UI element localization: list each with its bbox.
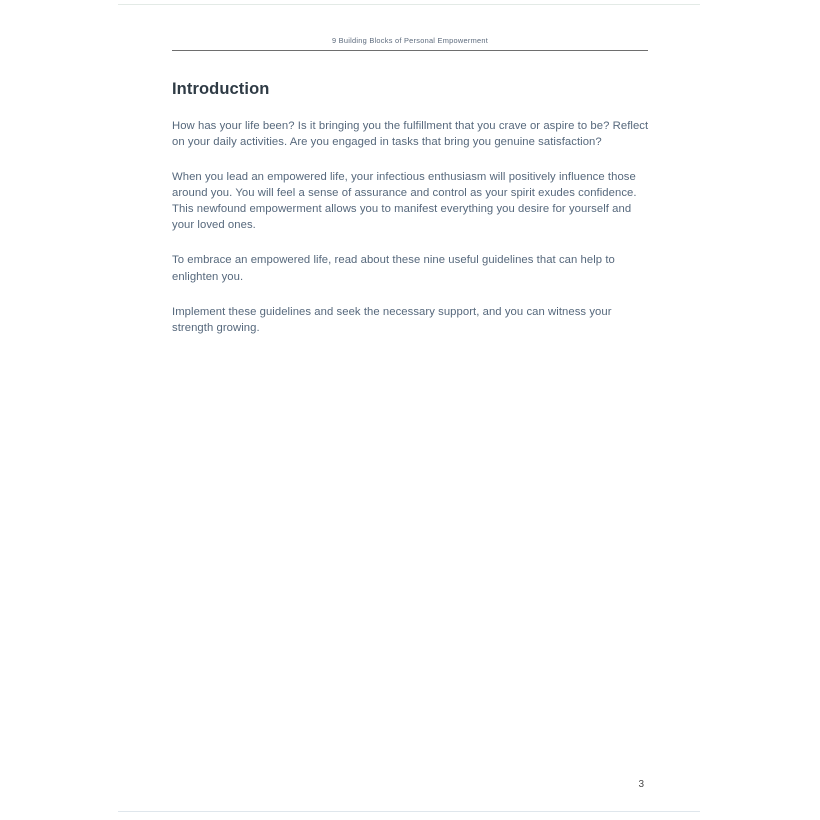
body-paragraph: Implement these guidelines and seek the necessary support, and you can witness your strength growing. — [172, 305, 612, 334]
page-number: 3 — [638, 779, 644, 790]
header-divider — [172, 50, 648, 51]
body-paragraph: When you lead an empowered life, your infectious enthusiasm will positively influence those around you. You will feel a sense of assurance and control as your spirit exudes confidence. This newfound empowerment allows you to manifest everything you desire for yourself and your loved ones. — [172, 170, 637, 232]
body-paragraph: To embrace an empowered life, read about these nine useful guidelines that can help to enlighten you. — [172, 254, 615, 283]
running-header — [172, 36, 648, 51]
page-title: Introduction — [172, 80, 270, 98]
running-header-text: 9 Building Blocks of Personal Empowerment — [331, 36, 489, 45]
document-page — [118, 4, 700, 812]
body-paragraph: How has your life been? Is it bringing you the fulfillment that you crave or aspire to be? Reflect on your daily activities. Are you engaged in tasks that bring you genuine satisfaction? — [172, 119, 649, 148]
document-content — [172, 79, 650, 336]
page-footer — [172, 774, 648, 792]
